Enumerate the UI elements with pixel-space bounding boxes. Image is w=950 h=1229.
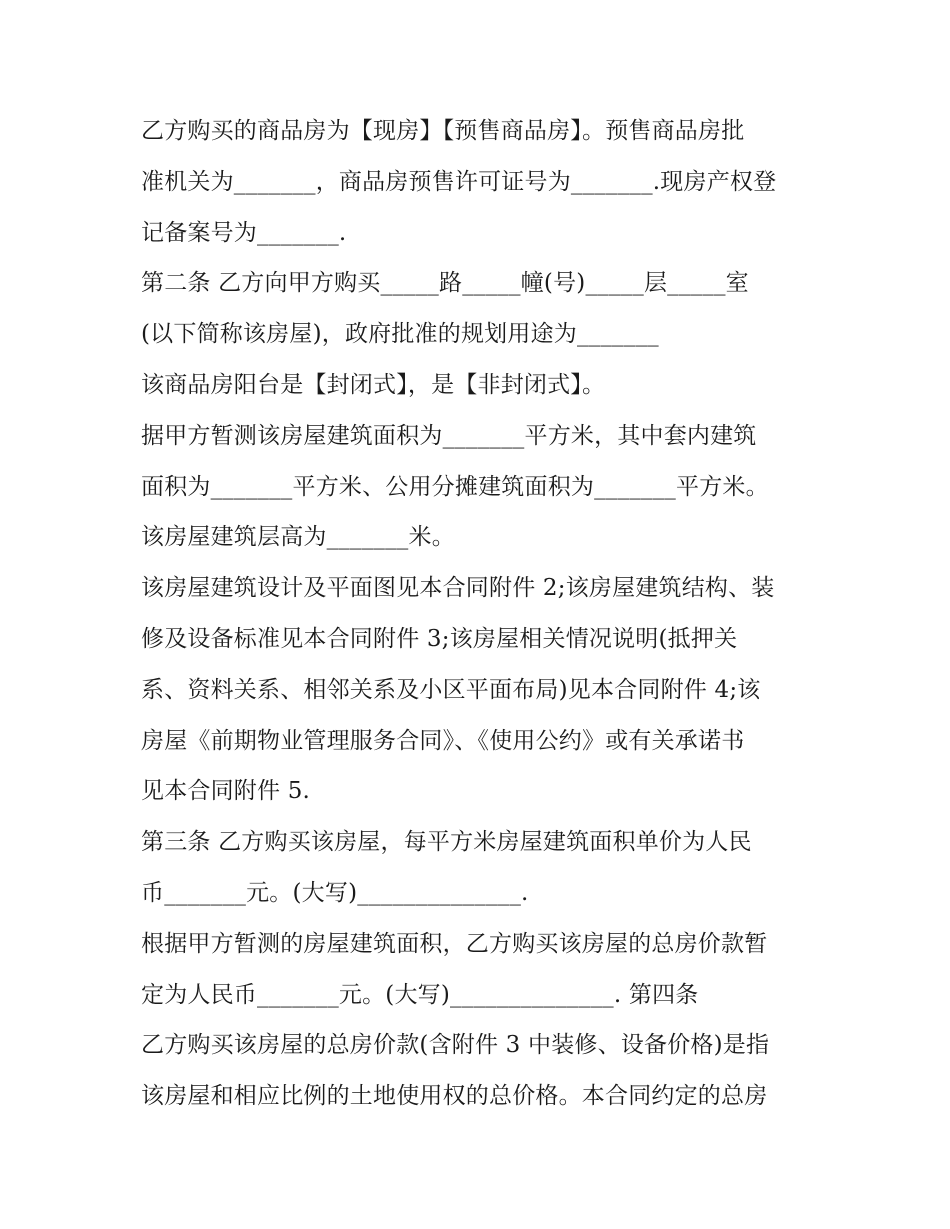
contract-text	[141, 106, 831, 1122]
text-line: 系、资料关系、相邻关系及小区平面布局)见本合同附件 4;该	[141, 676, 761, 703]
text-line: 修及设备标准见本合同附件 3;该房屋相关情况说明(抵押关	[141, 625, 738, 652]
text-line: 见本合同附件 5.	[141, 778, 311, 805]
text-line: 币_______元。(大写)______________.	[141, 879, 529, 906]
text-line: 该商品房阳台是【封闭式】，是【非封闭式】。	[141, 371, 606, 398]
text-line: 乙方购买该房屋的总房价款(含附件 3 中装修、设备价格)是指	[141, 1032, 770, 1059]
text-line: 该房屋和相应比例的土地使用权的总价格。本合同约定的总房	[141, 1083, 768, 1110]
text-line: 准机关为_______，商品房预售许可证号为_______.现房产权登	[141, 168, 777, 195]
text-line: 定为人民币_______元。(大写)______________. 第四条	[141, 981, 699, 1008]
text-line: 面积为_______平方米、公用分摊建筑面积为_______平方米。	[141, 473, 769, 500]
text-line: 该房屋建筑设计及平面图见本合同附件 2;该房屋建筑结构、装	[141, 575, 775, 602]
text-line: 乙方购买的商品房为【现房】【预售商品房】。预售商品房批	[141, 118, 745, 144]
text-line: 根据甲方暂测的房屋建筑面积，乙方购买该房屋的总房价款暂	[141, 930, 768, 957]
text-line: 该房屋建筑层高为_______米。	[141, 524, 455, 551]
text-line: 房屋《前期物业管理服务合同》、《使用公约》或有关承诺书	[141, 727, 745, 754]
text-line: 据甲方暂测该房屋建筑面积为_______平方米，其中套内建筑	[141, 422, 757, 449]
text-line: 第二条 乙方向甲方购买_____路_____幢(号)_____层_____室	[141, 270, 749, 297]
text-line: 记备案号为_______.	[141, 219, 347, 246]
text-line: 第三条 乙方购买该房屋，每平方米房屋建筑面积单价为人民	[141, 829, 752, 856]
text-line: (以下简称该房屋)，政府批准的规划用途为_______	[141, 321, 659, 348]
